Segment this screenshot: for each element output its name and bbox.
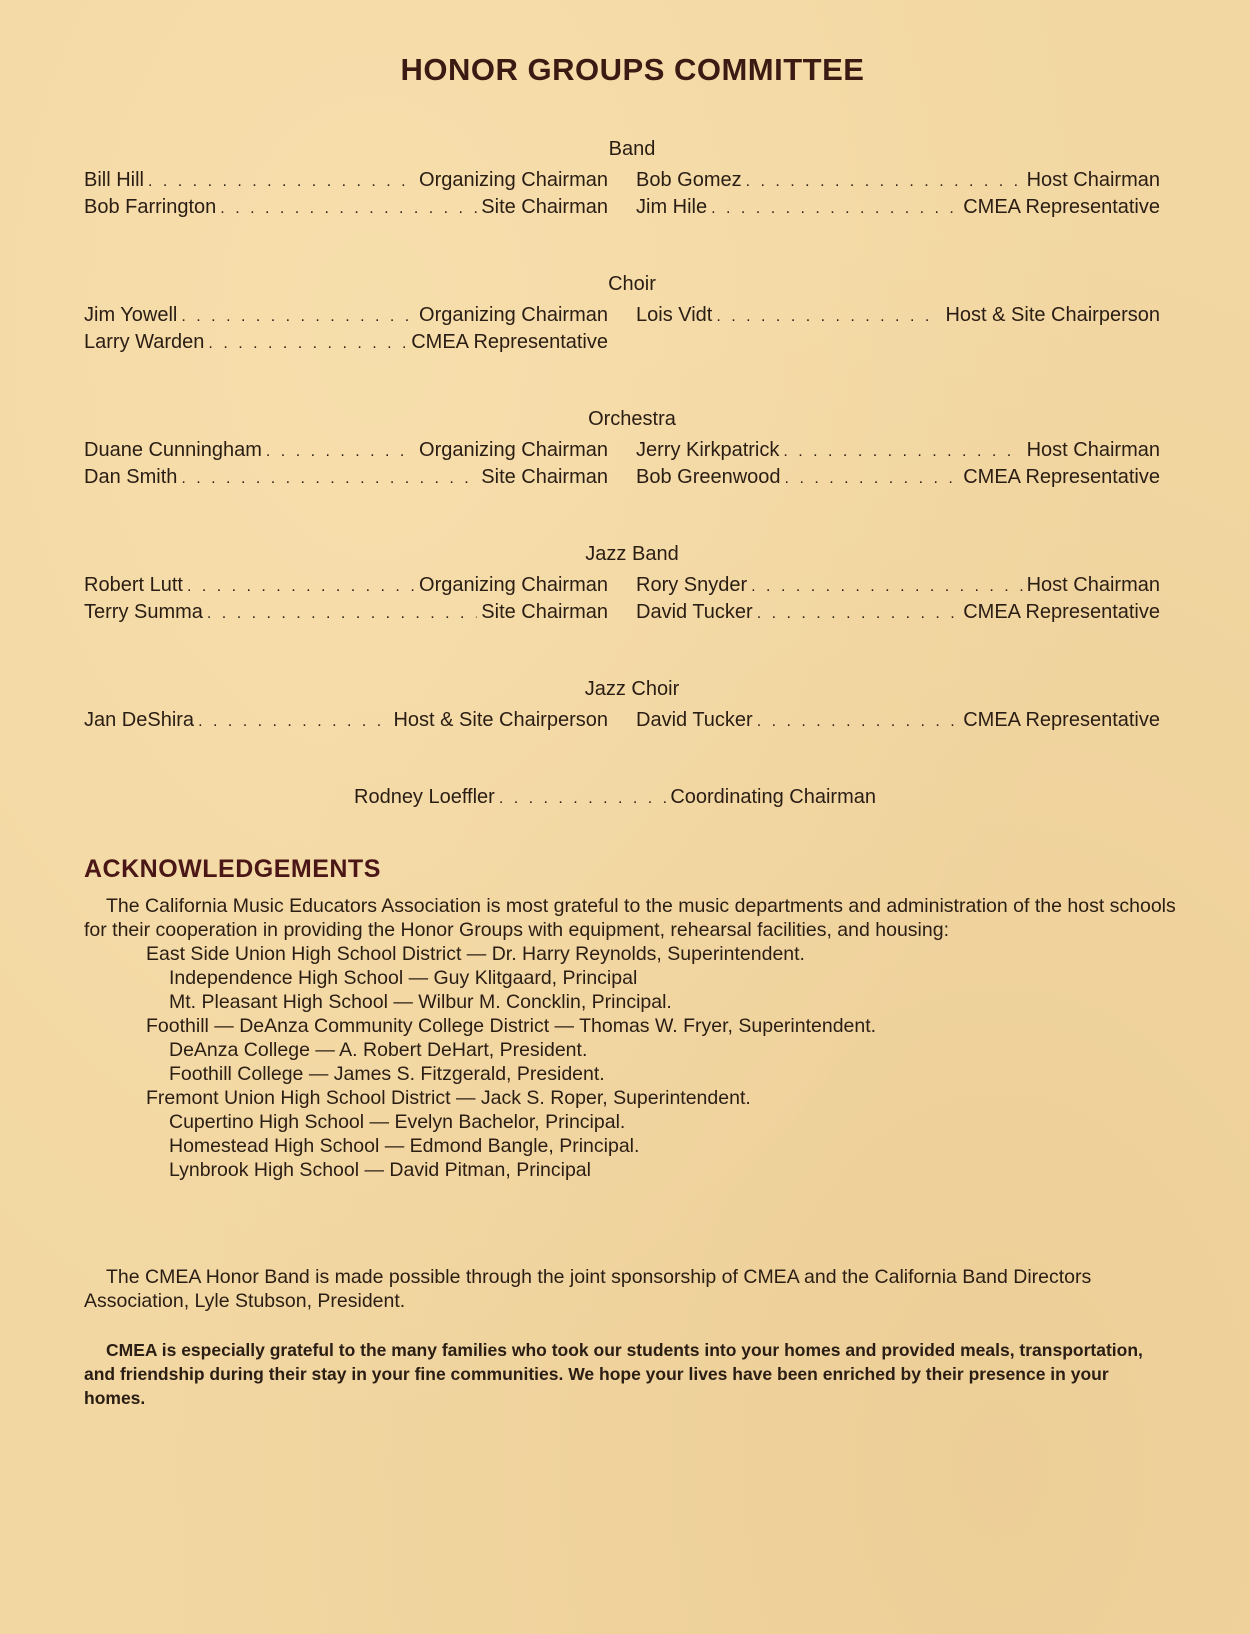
group-left-column bbox=[84, 439, 608, 493]
group-band bbox=[84, 138, 1160, 223]
member-role: Organizing Chairman bbox=[419, 169, 608, 191]
dot-leader bbox=[783, 443, 1022, 461]
group-left-column bbox=[84, 169, 608, 223]
committee-entry bbox=[354, 786, 876, 813]
dot-leader bbox=[208, 335, 407, 353]
committee-entry bbox=[636, 709, 1160, 736]
member-role: Host Chairman bbox=[1026, 574, 1160, 596]
dot-leader bbox=[181, 470, 477, 488]
coordinator-entry bbox=[354, 786, 876, 813]
member-role: Coordinating Chairman bbox=[670, 786, 876, 808]
dot-leader bbox=[148, 173, 415, 191]
committee-entry bbox=[636, 304, 1160, 331]
school-line: Foothill College — James S. Fitzgerald, President. bbox=[169, 1063, 605, 1085]
committee-entry bbox=[84, 304, 608, 331]
member-name: Jerry Kirkpatrick bbox=[636, 439, 780, 461]
page-title: HONOR GROUPS COMMITTEE bbox=[400, 52, 865, 87]
member-name: Bob Greenwood bbox=[636, 466, 781, 488]
member-name: Lois Vidt bbox=[636, 304, 713, 326]
member-name: Duane Cunningham bbox=[84, 439, 262, 461]
group-title: Choir bbox=[608, 273, 656, 295]
dot-leader bbox=[785, 470, 960, 488]
member-name: Rory Snyder bbox=[636, 574, 748, 596]
dot-leader bbox=[716, 308, 941, 326]
committee-entry bbox=[84, 466, 608, 493]
member-role: Site Chairman bbox=[481, 466, 608, 488]
member-name: Robert Lutt bbox=[84, 574, 183, 596]
dot-leader bbox=[746, 173, 1023, 191]
acknowledgements-heading: ACKNOWLEDGEMENTS bbox=[84, 855, 381, 883]
member-name: Bill Hill bbox=[84, 169, 144, 191]
member-role: Host & Site Chairperson bbox=[945, 304, 1160, 326]
member-role: Organizing Chairman bbox=[419, 304, 608, 326]
committee-entry bbox=[636, 574, 1160, 601]
member-role: Site Chairman bbox=[481, 601, 608, 623]
families-thanks-paragraph: CMEA is especially grateful to the many families who took our students into your homes and provided meals, transportation, and friendship during their stay in your fine communities. We hope your lives have been enriched by their presence in your homes. bbox=[84, 1339, 1143, 1408]
member-name: Rodney Loeffler bbox=[354, 786, 495, 808]
group-title: Orchestra bbox=[588, 408, 676, 430]
group-jazz-band bbox=[84, 543, 1160, 628]
member-name: Bob Farrington bbox=[84, 196, 217, 218]
committee-entry bbox=[84, 439, 608, 466]
group-right-column bbox=[636, 574, 1160, 628]
member-role: Site Chairman bbox=[481, 196, 608, 218]
school-line: Mt. Pleasant High School — Wilbur M. Concklin, Principal. bbox=[169, 991, 672, 1013]
member-role: Host Chairman bbox=[1026, 169, 1160, 191]
group-jazz-choir bbox=[84, 678, 1160, 736]
group-orchestra bbox=[84, 408, 1160, 493]
committee-entry bbox=[84, 574, 608, 601]
dot-leader bbox=[187, 578, 415, 596]
member-role: Host & Site Chairperson bbox=[393, 709, 608, 731]
committee-entry bbox=[636, 601, 1160, 628]
district-line: East Side Union High School District — Dr. Harry Reynolds, Superintendent. bbox=[146, 943, 805, 965]
group-right-column bbox=[636, 169, 1160, 223]
district-line: Fremont Union High School District — Jack S. Roper, Superintendent. bbox=[146, 1087, 751, 1109]
member-name: Terry Summa bbox=[84, 601, 203, 623]
dot-leader bbox=[757, 605, 960, 623]
dot-leader bbox=[711, 200, 959, 218]
committee-entry bbox=[84, 169, 608, 196]
dot-leader bbox=[266, 443, 415, 461]
member-name: David Tucker bbox=[636, 601, 753, 623]
dot-leader bbox=[220, 200, 477, 218]
acknowledgements-intro: The California Music Educators Association is most grateful to the music departments and administration of the host schools for their cooperation in providing the Honor Groups with equipment, rehearsal facilities, and housing: bbox=[84, 895, 1176, 941]
school-line: DeAnza College — A. Robert DeHart, President. bbox=[169, 1039, 588, 1061]
dot-leader bbox=[181, 308, 415, 326]
group-right-column bbox=[636, 304, 1160, 358]
member-role: CMEA Representative bbox=[963, 601, 1160, 623]
sponsorship-paragraph: The CMEA Honor Band is made possible through the joint sponsorship of CMEA and the California Band Directors Association, Lyle Stubson, President. bbox=[84, 1265, 1092, 1312]
group-left-column bbox=[84, 574, 608, 628]
committee-entry bbox=[636, 196, 1160, 223]
member-name: Jan DeShira bbox=[84, 709, 195, 731]
member-role: CMEA Representative bbox=[963, 466, 1160, 488]
member-name: Larry Warden bbox=[84, 331, 205, 353]
committee-entry bbox=[636, 169, 1160, 196]
committee-entry bbox=[636, 466, 1160, 493]
member-name: Jim Hile bbox=[636, 196, 708, 218]
group-title: Jazz Band bbox=[585, 543, 679, 565]
district-line: Foothill — DeAnza Community College District — Thomas W. Fryer, Superintendent. bbox=[146, 1015, 877, 1037]
school-line: Independence High School — Guy Klitgaard, Principal bbox=[169, 967, 638, 989]
member-role: Organizing Chairman bbox=[419, 439, 608, 461]
dot-leader bbox=[751, 578, 1022, 596]
dot-leader bbox=[207, 605, 477, 623]
group-right-column bbox=[636, 439, 1160, 493]
dot-leader bbox=[499, 790, 666, 808]
member-role: Host Chairman bbox=[1026, 439, 1160, 461]
member-name: Dan Smith bbox=[84, 466, 178, 488]
member-name: Bob Gomez bbox=[636, 169, 742, 191]
group-title: Band bbox=[608, 138, 656, 160]
group-left-column bbox=[84, 709, 608, 736]
member-role: CMEA Representative bbox=[963, 196, 1160, 218]
committee-entry bbox=[84, 196, 608, 223]
group-choir bbox=[84, 273, 1160, 358]
committee-entry bbox=[84, 601, 608, 628]
member-role: Organizing Chairman bbox=[419, 574, 608, 596]
school-line: Cupertino High School — Evelyn Bachelor, Principal. bbox=[169, 1111, 626, 1133]
dot-leader bbox=[198, 713, 389, 731]
member-role: CMEA Representative bbox=[411, 331, 608, 353]
committee-entry bbox=[636, 439, 1160, 466]
dot-leader bbox=[757, 713, 960, 731]
member-name: Jim Yowell bbox=[84, 304, 178, 326]
group-left-column bbox=[84, 304, 608, 358]
committee-entry bbox=[84, 331, 608, 358]
member-role: CMEA Representative bbox=[963, 709, 1160, 731]
acknowledgements-body bbox=[84, 894, 1184, 1182]
school-line: Homestead High School — Edmond Bangle, Principal. bbox=[169, 1135, 640, 1157]
member-name: David Tucker bbox=[636, 709, 753, 731]
group-right-column bbox=[636, 709, 1160, 736]
school-line: Lynbrook High School — David Pitman, Principal bbox=[169, 1159, 591, 1181]
group-title: Jazz Choir bbox=[584, 678, 680, 700]
committee-entry bbox=[84, 709, 608, 736]
